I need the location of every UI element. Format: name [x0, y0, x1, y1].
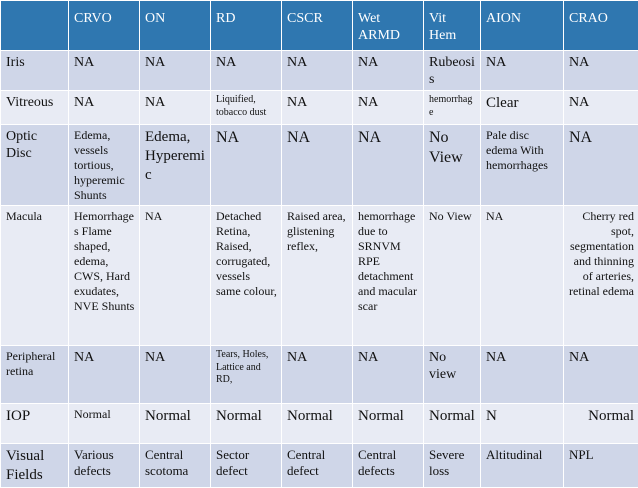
row-label-visual-fields: Visual Fields	[1, 444, 69, 488]
cell-vitreous-vit-hem: hemorrhage	[424, 91, 481, 125]
header-cscr: CSCR	[282, 1, 353, 51]
cell-iop-crvo: Normal	[69, 404, 140, 444]
row-optic-disc	[1, 125, 638, 206]
row-iop	[1, 404, 638, 444]
cell-optic-disc-on: Edema, Hyperemic	[140, 125, 211, 206]
cell-optic-disc-crao: NA	[564, 125, 638, 206]
cell-iop-on: Normal	[140, 404, 211, 444]
row-label-iop: IOP	[1, 404, 69, 444]
cell-vitreous-wet-armd: NA	[353, 91, 424, 125]
header-crao: CRAO	[564, 1, 638, 51]
cell-vitreous-aion: Clear	[481, 91, 564, 125]
cell-iris-on: NA	[140, 51, 211, 91]
row-macula	[1, 206, 638, 346]
row-iris	[1, 51, 638, 91]
row-label-vitreous: Vitreous	[1, 91, 69, 125]
cell-visual-on: Central scotoma	[140, 444, 211, 488]
cell-macula-rd: Detached Retina, Raised, corrugated, vessels same colour,	[211, 206, 282, 346]
cell-peripheral-on: NA	[140, 346, 211, 404]
cell-iris-wet-armd: NA	[353, 51, 424, 91]
row-peripheral-retina	[1, 346, 638, 404]
header-row	[1, 1, 638, 51]
cell-optic-disc-vit-hem: No View	[424, 125, 481, 206]
cell-iris-vit-hem: Rubeosis	[424, 51, 481, 91]
row-label-peripheral-retina: Peripheral retina	[1, 346, 69, 404]
cell-macula-on: NA	[140, 206, 211, 346]
cell-peripheral-vit-hem: No view	[424, 346, 481, 404]
row-label-optic-disc: Optic Disc	[1, 125, 69, 206]
cell-vitreous-cscr: NA	[282, 91, 353, 125]
cell-iris-aion: NA	[481, 51, 564, 91]
cell-peripheral-cscr: NA	[282, 346, 353, 404]
row-label-iris: Iris	[1, 51, 69, 91]
row-label-macula: Macula	[1, 206, 69, 346]
cell-iris-crao: NA	[564, 51, 638, 91]
header-corner	[1, 1, 69, 51]
cell-macula-cscr: Raised area, glistening reflex,	[282, 206, 353, 346]
cell-macula-crvo: Hemorrhages Flame shaped, edema, CWS, Hard exudates, NVE Shunts	[69, 206, 140, 346]
cell-peripheral-aion: NA	[481, 346, 564, 404]
cell-peripheral-wet-armd: NA	[353, 346, 424, 404]
cell-visual-aion: Altitudinal	[481, 444, 564, 488]
cell-iop-crao: Normal	[564, 404, 638, 444]
cell-visual-cscr: Central defect	[282, 444, 353, 488]
cell-vitreous-on: NA	[140, 91, 211, 125]
cell-optic-disc-wet-armd: NA	[353, 125, 424, 206]
cell-iop-vit-hem: Normal	[424, 404, 481, 444]
cell-iop-cscr: Normal	[282, 404, 353, 444]
cell-visual-crao: NPL	[564, 444, 638, 488]
cell-visual-rd: Sector defect	[211, 444, 282, 488]
header-vit-hem: Vit Hem	[424, 1, 481, 51]
row-vitreous	[1, 91, 638, 125]
cell-macula-vit-hem: No View	[424, 206, 481, 346]
header-on: ON	[140, 1, 211, 51]
cell-optic-disc-rd: NA	[211, 125, 282, 206]
row-visual-fields	[1, 444, 638, 488]
header-aion: AION	[481, 1, 564, 51]
cell-iris-crvo: NA	[69, 51, 140, 91]
cell-optic-disc-aion: Pale disc edema With hemorrhages	[481, 125, 564, 206]
cell-vitreous-rd: Liquified, tobacco dust	[211, 91, 282, 125]
cell-visual-vit-hem: Severe loss	[424, 444, 481, 488]
cell-iop-wet-armd: Normal	[353, 404, 424, 444]
cell-peripheral-crvo: NA	[69, 346, 140, 404]
cell-macula-crao: Cherry red spot, segmentation and thinning of arteries, retinal edema	[564, 206, 638, 346]
header-wet-armd: Wet ARMD	[353, 1, 424, 51]
cell-iop-aion: N	[481, 404, 564, 444]
cell-peripheral-crao: NA	[564, 346, 638, 404]
cell-visual-wet-armd: Central defects	[353, 444, 424, 488]
cell-macula-aion: NA	[481, 206, 564, 346]
cell-iop-rd: Normal	[211, 404, 282, 444]
cell-peripheral-rd: Tears, Holes, Lattice and RD,	[211, 346, 282, 404]
cell-vitreous-crao: NA	[564, 91, 638, 125]
cell-iris-cscr: NA	[282, 51, 353, 91]
cell-optic-disc-cscr: NA	[282, 125, 353, 206]
cell-macula-wet-armd: hemorrhage due to SRNVM RPE detachment and macular scar	[353, 206, 424, 346]
header-crvo: CRVO	[69, 1, 140, 51]
cell-iris-rd: NA	[211, 51, 282, 91]
cell-vitreous-crvo: NA	[69, 91, 140, 125]
cell-visual-crvo: Various defects	[69, 444, 140, 488]
cell-optic-disc-crvo: Edema, vessels tortious, hyperemic Shunts	[69, 125, 140, 206]
header-rd: RD	[211, 1, 282, 51]
